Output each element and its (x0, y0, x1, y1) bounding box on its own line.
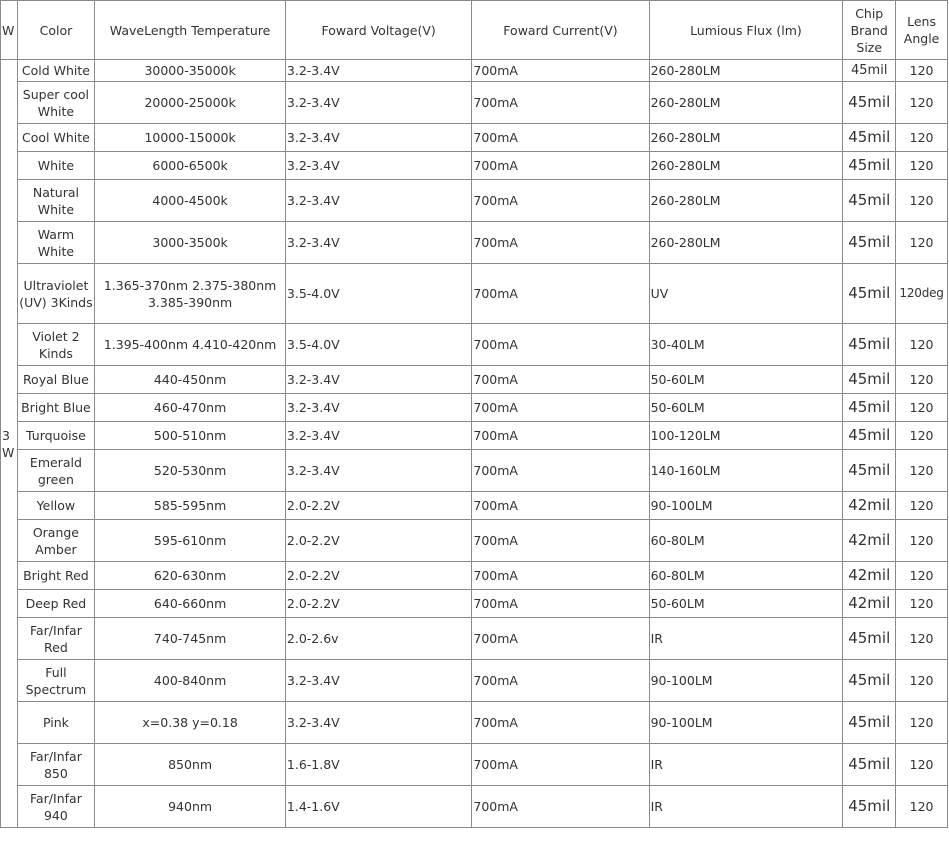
table-row (1, 324, 948, 366)
table-row (1, 660, 948, 702)
color-cell: Yellow (17, 492, 95, 520)
wavelength-cell: x=0.38 y=0.18 (95, 702, 286, 744)
voltage-cell: 3.2-3.4V (285, 366, 471, 394)
table-row (1, 152, 948, 180)
chip-cell: 45mil (843, 324, 896, 366)
flux-cell: IR (649, 786, 843, 828)
color-cell: Far/Infar Red (17, 618, 95, 660)
voltage-cell: 1.4-1.6V (285, 786, 471, 828)
lens-cell: 120 (896, 222, 948, 264)
voltage-cell: 3.2-3.4V (285, 82, 471, 124)
wavelength-cell: 585-595nm (95, 492, 286, 520)
wavelength-cell: 740-745nm (95, 618, 286, 660)
header-row (1, 1, 948, 60)
current-cell: 700mA (472, 618, 649, 660)
color-cell: Deep Red (17, 590, 95, 618)
voltage-cell: 3.2-3.4V (285, 702, 471, 744)
chip-cell: 42mil (843, 492, 896, 520)
voltage-cell: 2.0-2.6v (285, 618, 471, 660)
lens-cell: 120 (896, 590, 948, 618)
color-cell: Orange Amber (17, 520, 95, 562)
wavelength-cell: 520-530nm (95, 450, 286, 492)
chip-cell: 45mil (843, 366, 896, 394)
flux-cell: IR (649, 744, 843, 786)
wavelength-cell: 6000-6500k (95, 152, 286, 180)
chip-cell: 45mil (843, 450, 896, 492)
chip-cell: 45mil (843, 152, 896, 180)
wavelength-cell: 20000-25000k (95, 82, 286, 124)
wavelength-cell: 440-450nm (95, 366, 286, 394)
voltage-cell: 3.2-3.4V (285, 152, 471, 180)
color-cell: Bright Red (17, 562, 95, 590)
color-cell: Bright Blue (17, 394, 95, 422)
color-cell: Far/Infar 940 (17, 786, 95, 828)
wavelength-cell: 850nm (95, 744, 286, 786)
lens-cell: 120 (896, 324, 948, 366)
table-row (1, 618, 948, 660)
header-lens: Lens Angle (896, 1, 948, 60)
color-cell: Turquoise (17, 422, 95, 450)
header-voltage: Foward Voltage(V) (285, 1, 471, 60)
flux-cell: 50-60LM (649, 394, 843, 422)
lens-cell: 120 (896, 702, 948, 744)
table-row (1, 82, 948, 124)
flux-cell: 260-280LM (649, 180, 843, 222)
current-cell: 700mA (472, 180, 649, 222)
color-cell: White (17, 152, 95, 180)
header-chip: Chip Brand Size (843, 1, 896, 60)
current-cell: 700mA (472, 786, 649, 828)
current-cell: 700mA (472, 264, 649, 324)
voltage-cell: 3.2-3.4V (285, 124, 471, 152)
current-cell: 700mA (472, 422, 649, 450)
flux-cell: 260-280LM (649, 124, 843, 152)
voltage-cell: 3.2-3.4V (285, 394, 471, 422)
lens-cell: 120 (896, 744, 948, 786)
lens-cell: 120 (896, 660, 948, 702)
chip-cell: 45mil (843, 660, 896, 702)
current-cell: 700mA (472, 60, 649, 82)
current-cell: 700mA (472, 450, 649, 492)
table-row (1, 492, 948, 520)
table-row (1, 450, 948, 492)
flux-cell: 50-60LM (649, 366, 843, 394)
lens-cell: 120 (896, 124, 948, 152)
color-cell: Super cool White (17, 82, 95, 124)
chip-cell: 45mil (843, 394, 896, 422)
chip-cell: 45mil (843, 60, 896, 82)
lens-cell: 120 (896, 786, 948, 828)
color-cell: Cold White (17, 60, 95, 82)
wavelength-cell: 1.395-400nm 4.410-420nm (95, 324, 286, 366)
chip-cell: 42mil (843, 590, 896, 618)
table-row (1, 562, 948, 590)
table-row (1, 422, 948, 450)
chip-cell: 42mil (843, 562, 896, 590)
table-row (1, 590, 948, 618)
header-color: Color (17, 1, 95, 60)
color-cell: Emerald green (17, 450, 95, 492)
current-cell: 700mA (472, 562, 649, 590)
flux-cell: 260-280LM (649, 222, 843, 264)
current-cell: 700mA (472, 394, 649, 422)
voltage-cell: 2.0-2.2V (285, 520, 471, 562)
header-w: W (1, 1, 18, 60)
table-row (1, 702, 948, 744)
flux-cell: UV (649, 264, 843, 324)
wavelength-cell: 10000-15000k (95, 124, 286, 152)
flux-cell: 100-120LM (649, 422, 843, 450)
current-cell: 700mA (472, 590, 649, 618)
chip-cell: 45mil (843, 180, 896, 222)
color-cell: Far/Infar 850 (17, 744, 95, 786)
table-row (1, 520, 948, 562)
current-cell: 700mA (472, 222, 649, 264)
voltage-cell: 2.0-2.2V (285, 492, 471, 520)
flux-cell: 50-60LM (649, 590, 843, 618)
table-row (1, 744, 948, 786)
wavelength-cell: 4000-4500k (95, 180, 286, 222)
current-cell: 700mA (472, 82, 649, 124)
lens-cell: 120 (896, 394, 948, 422)
voltage-cell: 2.0-2.2V (285, 562, 471, 590)
lens-cell: 120 (896, 520, 948, 562)
lens-cell: 120 (896, 618, 948, 660)
voltage-cell: 3.2-3.4V (285, 660, 471, 702)
voltage-cell: 1.6-1.8V (285, 744, 471, 786)
lens-cell: 120deg (896, 264, 948, 324)
lens-cell: 120 (896, 366, 948, 394)
color-cell: Natural White (17, 180, 95, 222)
color-cell: Pink (17, 702, 95, 744)
lens-cell: 120 (896, 450, 948, 492)
flux-cell: 60-80LM (649, 520, 843, 562)
current-cell: 700mA (472, 702, 649, 744)
flux-cell: 90-100LM (649, 702, 843, 744)
flux-cell: 30-40LM (649, 324, 843, 366)
voltage-cell: 3.5-4.0V (285, 324, 471, 366)
color-cell: Full Spectrum (17, 660, 95, 702)
flux-cell: 90-100LM (649, 660, 843, 702)
current-cell: 700mA (472, 744, 649, 786)
header-current: Foward Current(V) (472, 1, 649, 60)
table-row (1, 124, 948, 152)
wavelength-cell: 3000-3500k (95, 222, 286, 264)
chip-cell: 42mil (843, 520, 896, 562)
current-cell: 700mA (472, 520, 649, 562)
voltage-cell: 3.2-3.4V (285, 450, 471, 492)
flux-cell: 60-80LM (649, 562, 843, 590)
table-row (1, 180, 948, 222)
header-wavelength: WaveLength Temperature (95, 1, 286, 60)
table-row (1, 786, 948, 828)
voltage-cell: 3.2-3.4V (285, 422, 471, 450)
wavelength-cell: 460-470nm (95, 394, 286, 422)
chip-cell: 45mil (843, 82, 896, 124)
power-label: 3 W (1, 60, 18, 828)
current-cell: 700mA (472, 152, 649, 180)
wavelength-cell: 1.365-370nm 2.375-380nm 3.385-390nm (95, 264, 286, 324)
flux-cell: 140-160LM (649, 450, 843, 492)
color-cell: Ultraviolet (UV) 3Kinds (17, 264, 95, 324)
voltage-cell: 3.2-3.4V (285, 60, 471, 82)
header-flux: Lumious Flux (lm) (649, 1, 843, 60)
wavelength-cell: 30000-35000k (95, 60, 286, 82)
color-cell: Royal Blue (17, 366, 95, 394)
lens-cell: 120 (896, 82, 948, 124)
flux-cell: 260-280LM (649, 60, 843, 82)
chip-cell: 45mil (843, 264, 896, 324)
flux-cell: 260-280LM (649, 82, 843, 124)
current-cell: 700mA (472, 366, 649, 394)
wavelength-cell: 640-660nm (95, 590, 286, 618)
table-row (1, 264, 948, 324)
table-row (1, 366, 948, 394)
wavelength-cell: 595-610nm (95, 520, 286, 562)
flux-cell: 260-280LM (649, 152, 843, 180)
lens-cell: 120 (896, 492, 948, 520)
lens-cell: 120 (896, 422, 948, 450)
chip-cell: 45mil (843, 786, 896, 828)
table-row (1, 222, 948, 264)
current-cell: 700mA (472, 324, 649, 366)
color-cell: Violet 2 Kinds (17, 324, 95, 366)
voltage-cell: 3.5-4.0V (285, 264, 471, 324)
lens-cell: 120 (896, 152, 948, 180)
current-cell: 700mA (472, 660, 649, 702)
table-row (1, 394, 948, 422)
flux-cell: IR (649, 618, 843, 660)
chip-cell: 45mil (843, 618, 896, 660)
chip-cell: 45mil (843, 124, 896, 152)
lens-cell: 120 (896, 180, 948, 222)
voltage-cell: 3.2-3.4V (285, 222, 471, 264)
flux-cell: 90-100LM (649, 492, 843, 520)
chip-cell: 45mil (843, 422, 896, 450)
current-cell: 700mA (472, 124, 649, 152)
chip-cell: 45mil (843, 744, 896, 786)
chip-cell: 45mil (843, 702, 896, 744)
lens-cell: 120 (896, 562, 948, 590)
lens-cell: 120 (896, 60, 948, 82)
table-row (1, 60, 948, 82)
voltage-cell: 3.2-3.4V (285, 180, 471, 222)
wavelength-cell: 400-840nm (95, 660, 286, 702)
current-cell: 700mA (472, 492, 649, 520)
chip-cell: 45mil (843, 222, 896, 264)
wavelength-cell: 500-510nm (95, 422, 286, 450)
voltage-cell: 2.0-2.2V (285, 590, 471, 618)
wavelength-cell: 620-630nm (95, 562, 286, 590)
color-cell: Cool White (17, 124, 95, 152)
color-cell: Warm White (17, 222, 95, 264)
wavelength-cell: 940nm (95, 786, 286, 828)
